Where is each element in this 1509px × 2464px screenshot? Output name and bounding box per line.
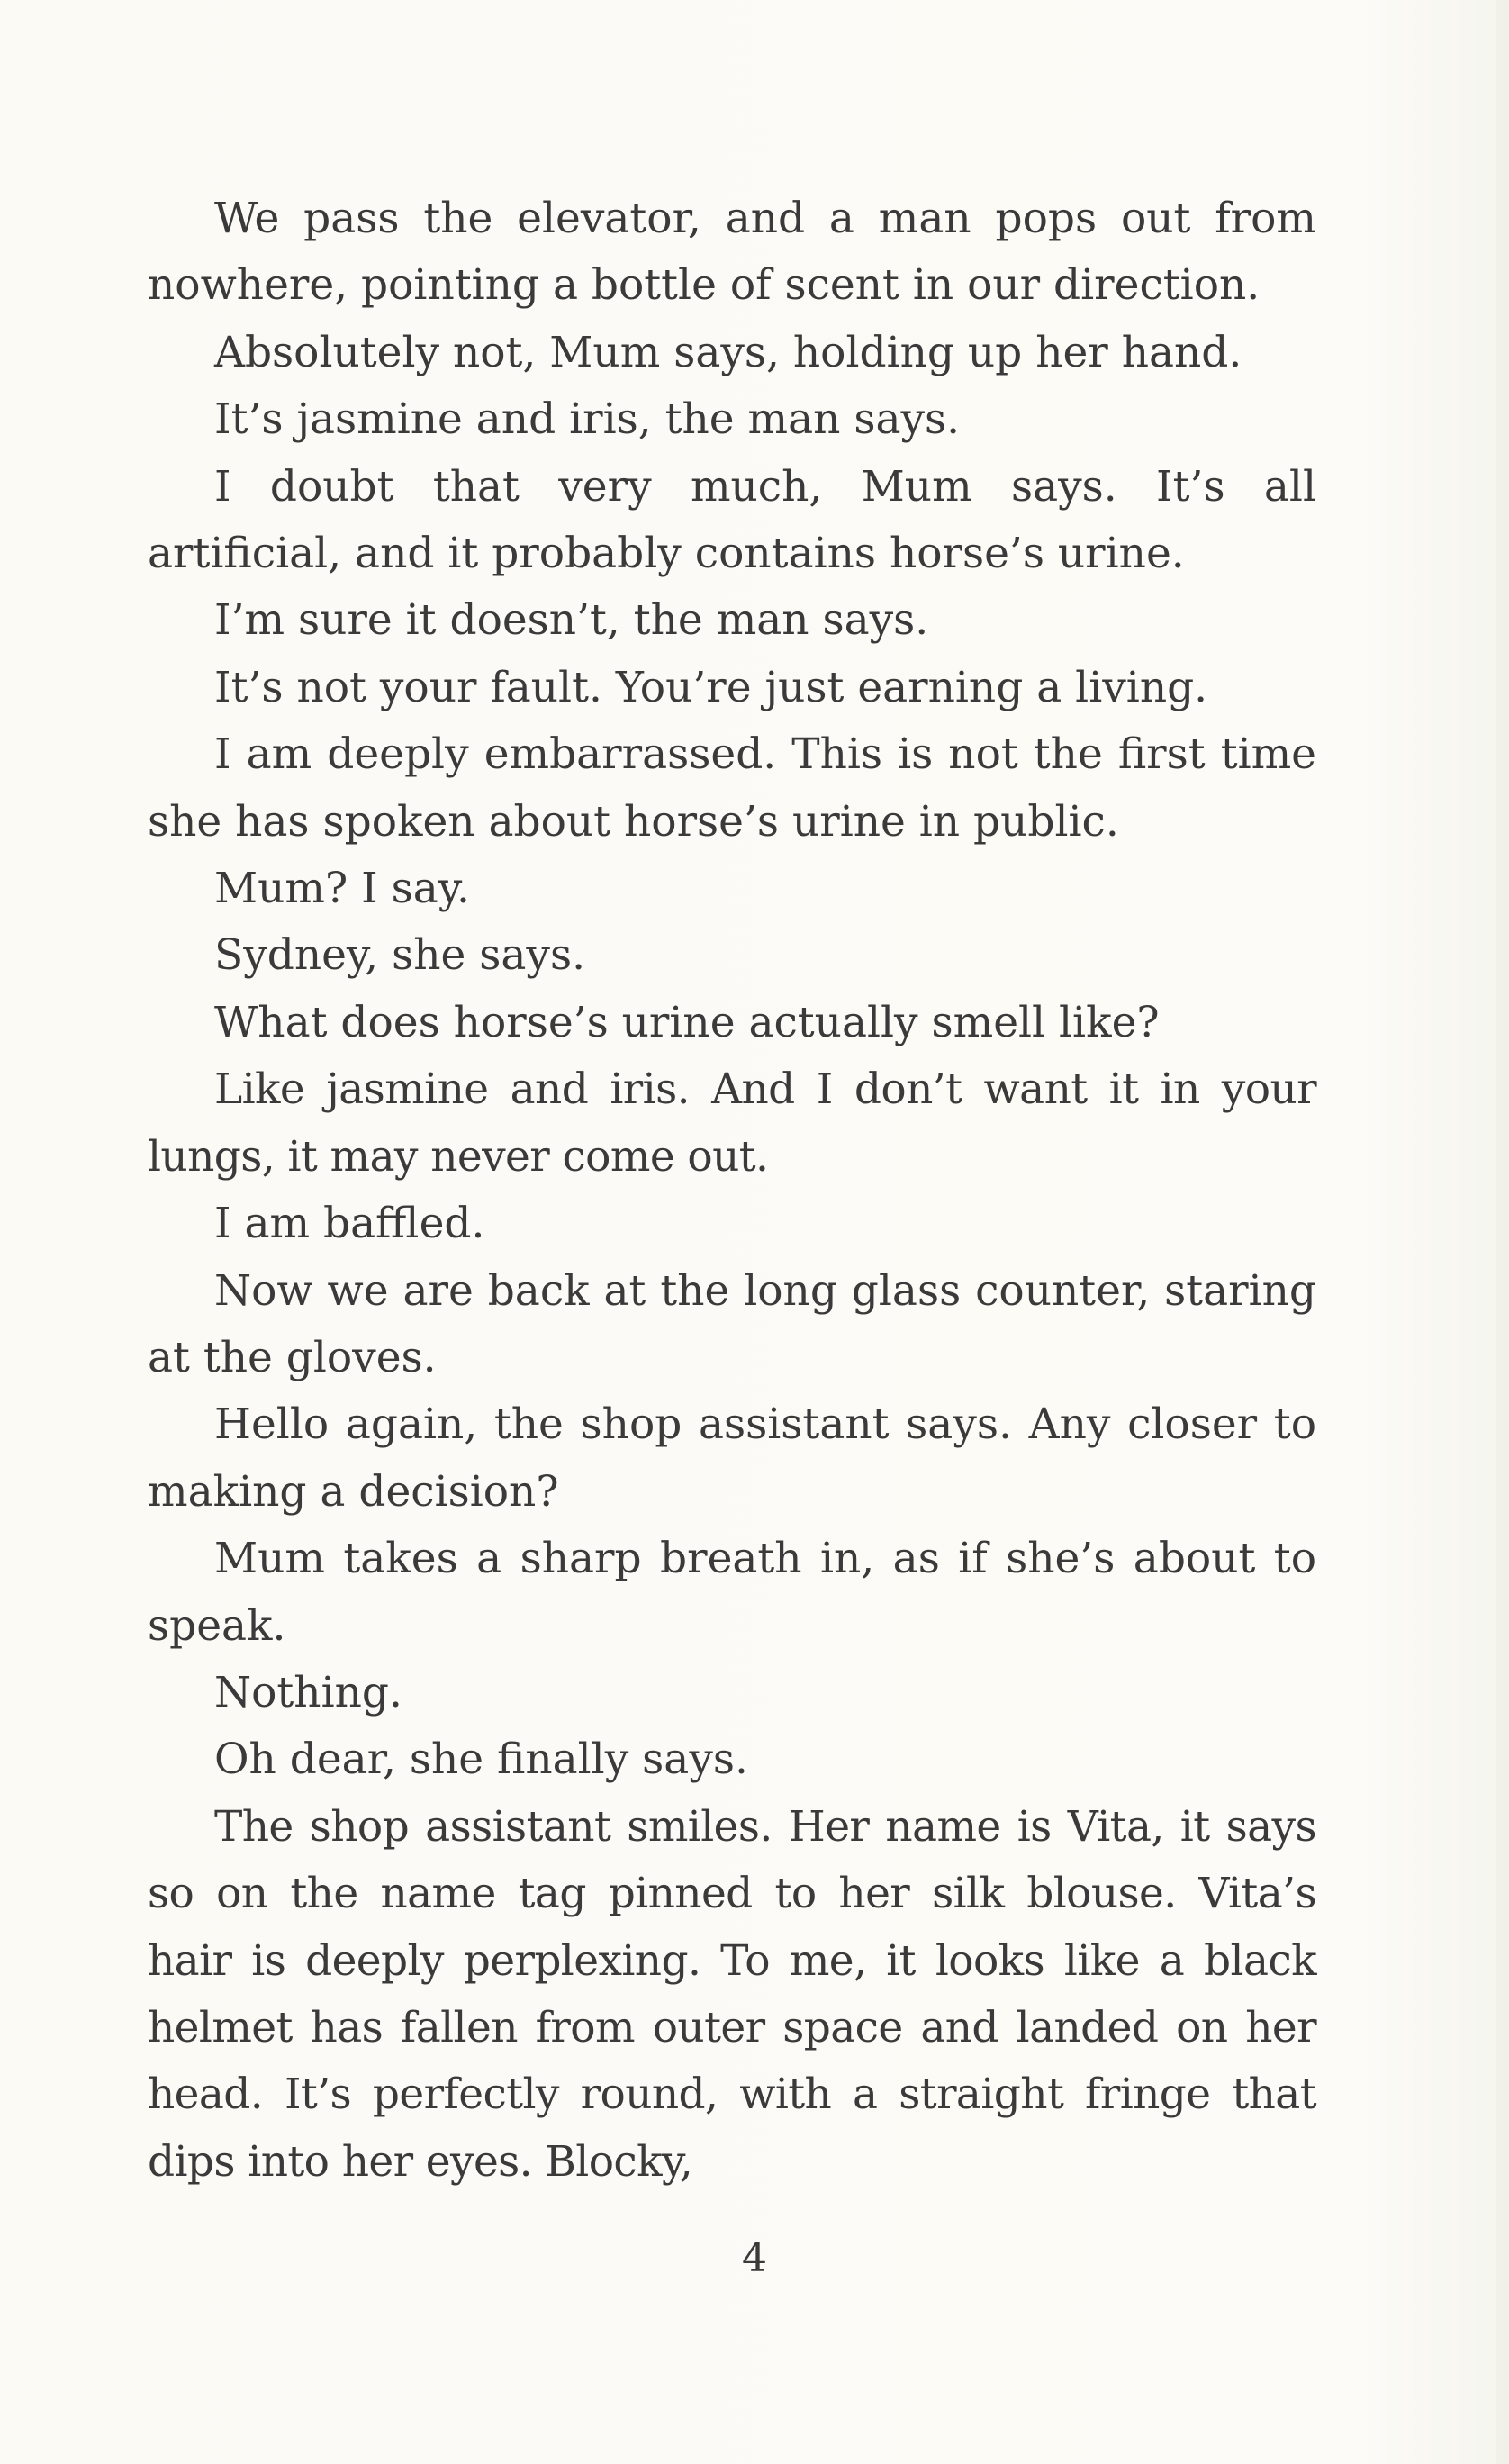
paragraph: It’s jasmine and iris, the man says. xyxy=(214,394,961,445)
paragraph: Sydney, she says. xyxy=(214,930,586,981)
paragraph: Nothing. xyxy=(214,1667,402,1717)
paragraph: Mum? I say. xyxy=(214,864,470,914)
paragraph: Now we are back at the long glass counter, staring at the gloves. xyxy=(148,1265,1316,1382)
page-number: 4 xyxy=(742,2235,767,2281)
paragraph: The shop assistant smiles. Her name is Vita, it says so on the name tag pinned to her silk blouse. Vita’s hair is deeply perplexing. To me, it looks like a black helmet has fallen from outer space and landed on her head. It’s perfectly round, with a straight fringe that dips into her eyes. Blocky, xyxy=(148,1801,1316,2187)
page-edge xyxy=(1496,0,1509,2464)
paragraph: It’s not your fault. You’re just earning a living. xyxy=(214,662,1208,712)
paragraph: Oh dear, she finally says. xyxy=(214,1735,748,1785)
paragraph: What does horse’s urine actually smell like? xyxy=(214,997,1160,1047)
paragraph: I am baffled. xyxy=(214,1199,485,1249)
body-text xyxy=(148,186,1316,2196)
paragraph: Like jasmine and iris. And I don’t want it in your lungs, it may never come out. xyxy=(148,1064,1316,1182)
paragraph: We pass the elevator, and a man pops out from nowhere, pointing a bottle of scent in our direction. xyxy=(148,194,1316,311)
paragraph: Hello again, the shop assistant says. Any closer to making a decision? xyxy=(148,1400,1316,1517)
paragraph: Mum takes a sharp breath in, as if she’s about to speak. xyxy=(148,1534,1316,1651)
paragraph: I am deeply embarrassed. This is not the first time she has spoken about horse’s urine in public. xyxy=(148,729,1316,847)
paragraph: Absolutely not, Mum says, holding up her hand. xyxy=(214,327,1242,377)
paragraph: I doubt that very much, Mum says. It’s all artificial, and it probably contains horse’s urine. xyxy=(148,461,1316,579)
paragraph: I’m sure it doesn’t, the man says. xyxy=(214,595,929,646)
